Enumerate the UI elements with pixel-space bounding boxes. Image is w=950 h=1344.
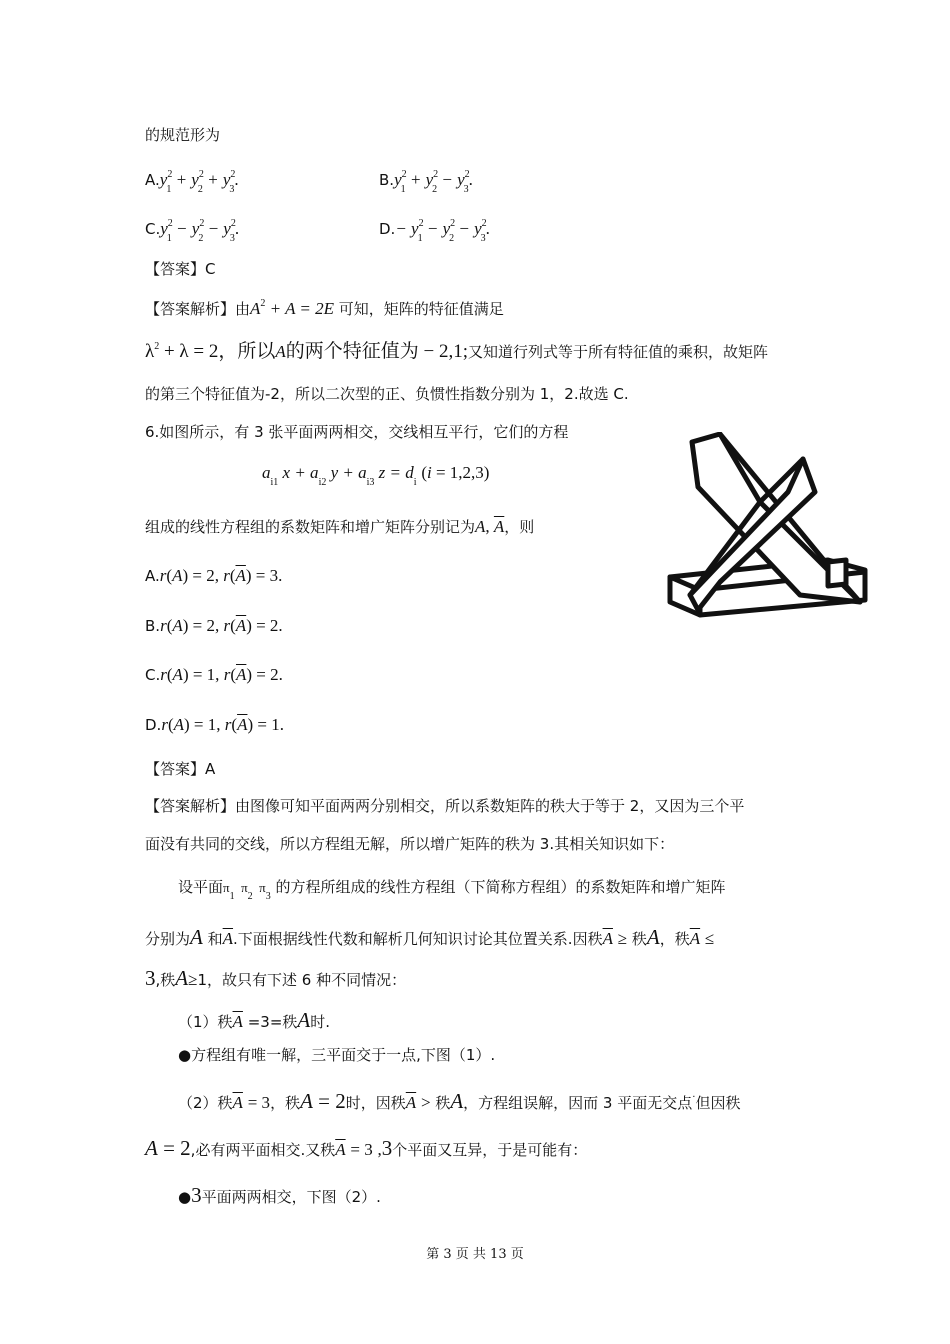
q5-analysis-line2: $\lambda^2 + \lambda = 2$，所以A的两个特征值为 − 2,1;又知道行列式等于所有特征值的乘积，故矩阵 xyxy=(145,341,769,362)
q6-stem: 6.如图所示，有 3 张平面两两相交，交线相互平行，它们的方程 xyxy=(145,423,569,441)
page-footer: 第 3 页 共 13 页 xyxy=(426,1247,524,1262)
q6-answer: 【答案】A xyxy=(145,760,216,778)
case2-line2: A = 2,必有两平面相交.又秩$\overline{A} = 3$ ,3个平面又互异，于是可能有： xyxy=(145,1136,588,1160)
option-d: $D.- y^2_1 - y^2_2 - y^2_3$. xyxy=(379,218,490,244)
q6-matrix-line: 组成的线性方程组的系数矩阵和增广矩阵分别记为A, $\overline{A}$，则 xyxy=(145,517,535,536)
knowledge-line2: 分别为A 和$\overline{A}$.下面根据线性代数和解析几何知识讨论其位置关系.因秩$\overline{A}$ ≥ 秩A，秩$\overline{A}$ ≤ xyxy=(145,925,715,949)
option-c: $C.y^2_1 - y^2_2 - y^2_3$. xyxy=(145,218,240,244)
q6-option-d: D.r(A) = 1, $r(\overline{A}) = 1$. xyxy=(145,715,284,734)
case1-bullet: ●方程组有唯一解，三平面交于一点,下图（1）. xyxy=(178,1046,496,1064)
q6-analysis-line2: 面没有共同的交线，所以方程组无解，所以增广矩阵的秩为 3.其相关知识如下： xyxy=(145,835,675,853)
case2-line1: （2）秩$\overline{A} = 3$，秩A = 2时，因秩$\overline{A}$ > 秩A，方程组误解，因而 3 平面无交点·但因秩 xyxy=(178,1089,741,1113)
q6-equation: $a_{i1}$ $x + a_{i2}$ $y + a_{i3}$ $z = d_i$ (i = 1,2,3) xyxy=(262,463,490,488)
q5-analysis-line1: 【答案解析】由$A^2 + A = 2E$ 可知，矩阵的特征值满足 xyxy=(145,298,504,318)
q5-answer: 【答案】C xyxy=(145,260,216,278)
q6-option-b: B.r(A) = 2, $r(\overline{A}) = 2$. xyxy=(145,616,283,635)
q6-option-c: C.r(A) = 1, $r(\overline{A}) = 2$. xyxy=(145,665,283,684)
option-a: $A.y^2_1 + y^2_2 + y^2_3$. xyxy=(145,169,239,195)
case2-bullet: ●3平面两两相交，下图（2）. xyxy=(178,1183,381,1207)
q6-analysis-line1: 【答案解析】由图像可知平面两两分别相交，所以系数矩阵的秩大于等于 2，又因为三个平 xyxy=(145,797,745,815)
three-planes-figure xyxy=(660,432,880,637)
case1-line: （1）秩$\overline{A} =3=$秩A时. xyxy=(178,1008,331,1032)
q5-analysis-line3: 的第三个特征值为-2，所以二次型的正、负惯性指数分别为 1，2.故选 C. xyxy=(145,385,629,403)
knowledge-line1: 设平面$\pi_1$ $\pi_2$ $\pi_3$ 的方程所组成的线性方程组（下简称方程组）的系数矩阵和增广矩阵 xyxy=(178,878,726,902)
intro-text: 的规范形为 xyxy=(145,126,221,144)
q6-option-a: A.r(A) = 2, $r(\overline{A}) = 3$. xyxy=(145,566,283,585)
knowledge-line3: 3,秩A≥1，故只有下述 6 种不同情况： xyxy=(145,966,407,990)
option-b: $B.y^2_1 + y^2_2 - y^2_3$. xyxy=(379,169,473,195)
